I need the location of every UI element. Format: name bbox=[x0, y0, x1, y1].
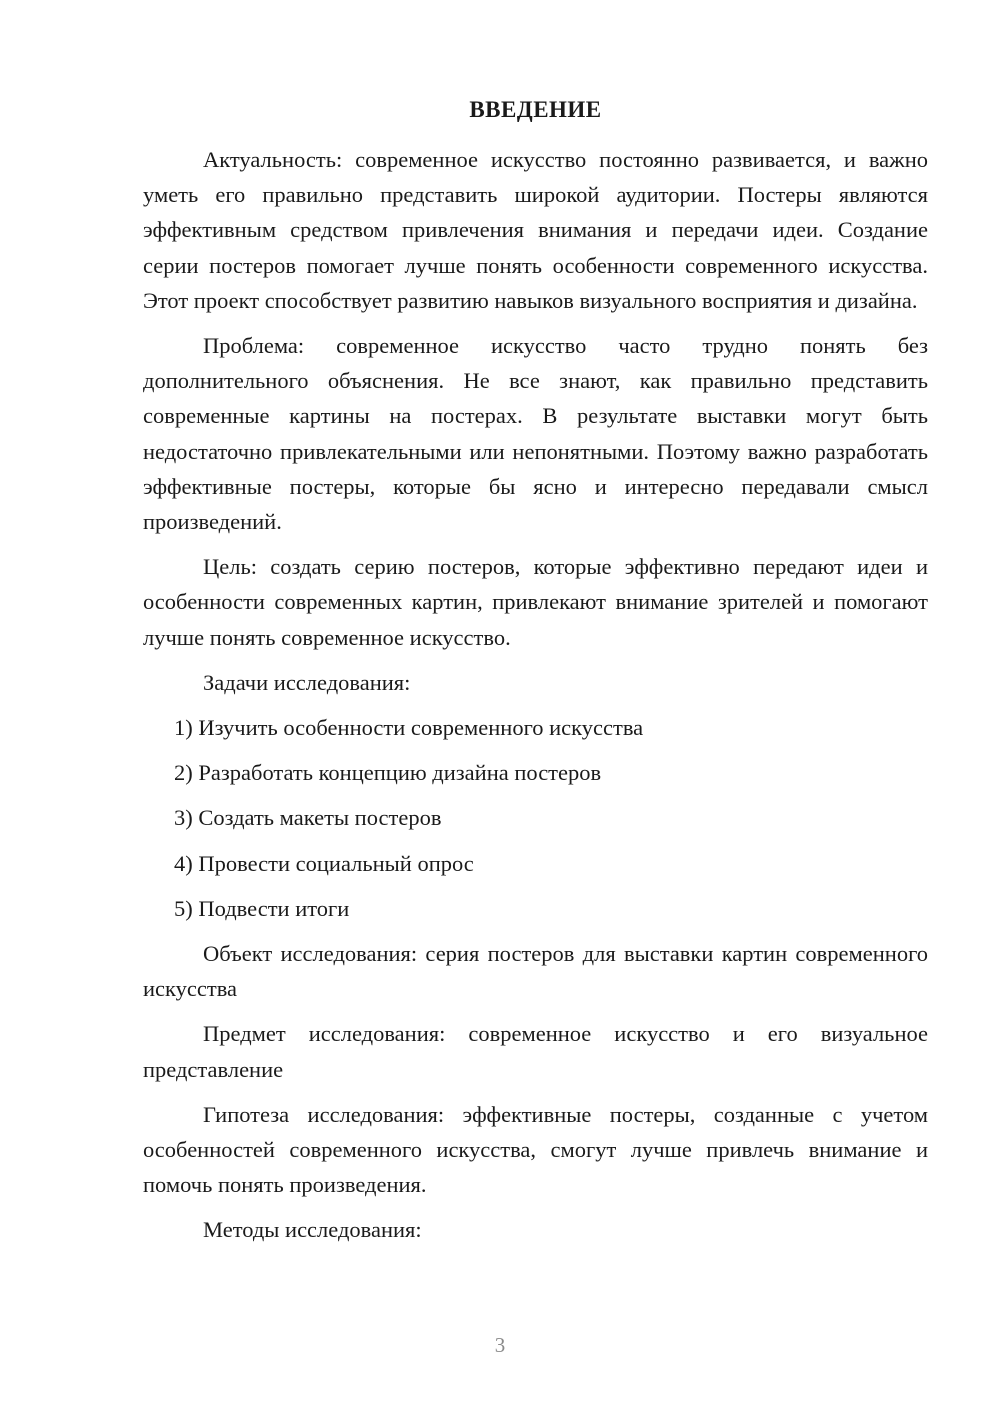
task-item-1: 1) Изучить особенности современного искусства bbox=[174, 715, 644, 741]
task-item-5: 5) Подвести итоги bbox=[174, 895, 350, 921]
document-page bbox=[143, 95, 928, 1248]
page-number: 3 bbox=[494, 1333, 506, 1357]
object-paragraph: Объект исследования: серия постеров для выставки картин современного искусства bbox=[143, 941, 928, 1002]
actuality-paragraph: Актуальность: современное искусство постоянно развивается, и важно уметь его правильно представить широкой аудитории. Постеры являются эффективным средством привлечения внимания и передачи идеи. Создание серии постеров помогает лучше понять особенности современного искусства. Этот проект способствует развитию навыков визуального восприятия и дизайна. bbox=[143, 147, 928, 313]
hypothesis-paragraph: Гипотеза исследования: эффективные постеры, созданные с учетом особенностей современного искусства, смогут лучше привлечь внимание и помочь понять произведения. bbox=[143, 1101, 928, 1198]
task-item-3: 3) Создать макеты постеров bbox=[174, 805, 442, 831]
subject-paragraph: Предмет исследования: современное искусство и его визуальное представление bbox=[143, 1021, 928, 1082]
methods-heading: Методы исследования: bbox=[203, 1217, 422, 1243]
tasks-heading: Задачи исследования: bbox=[203, 669, 411, 695]
task-list bbox=[143, 710, 928, 926]
goal-paragraph: Цель: создать серию постеров, которые эффективно передают идеи и особенности современных картин, привлекают внимание зрителей и помогают лучше понять современное искусство. bbox=[143, 554, 928, 650]
page-title: ВВЕДЕНИЕ bbox=[469, 97, 602, 122]
task-item-2: 2) Разработать концепцию дизайна постеров bbox=[174, 760, 602, 786]
task-item-4: 4) Провести социальный опрос bbox=[174, 850, 474, 876]
problem-paragraph: Проблема: современное искусство часто трудно понять без дополнительного объяснения. Не все знают, как правильно представить современные картины на постерах. В результате выставки могут быть недостаточно привлекательными или непонятными. Поэтому важно разработать эффективные постеры, которые бы ясно и интересно передавали смысл произведений. bbox=[143, 333, 928, 535]
